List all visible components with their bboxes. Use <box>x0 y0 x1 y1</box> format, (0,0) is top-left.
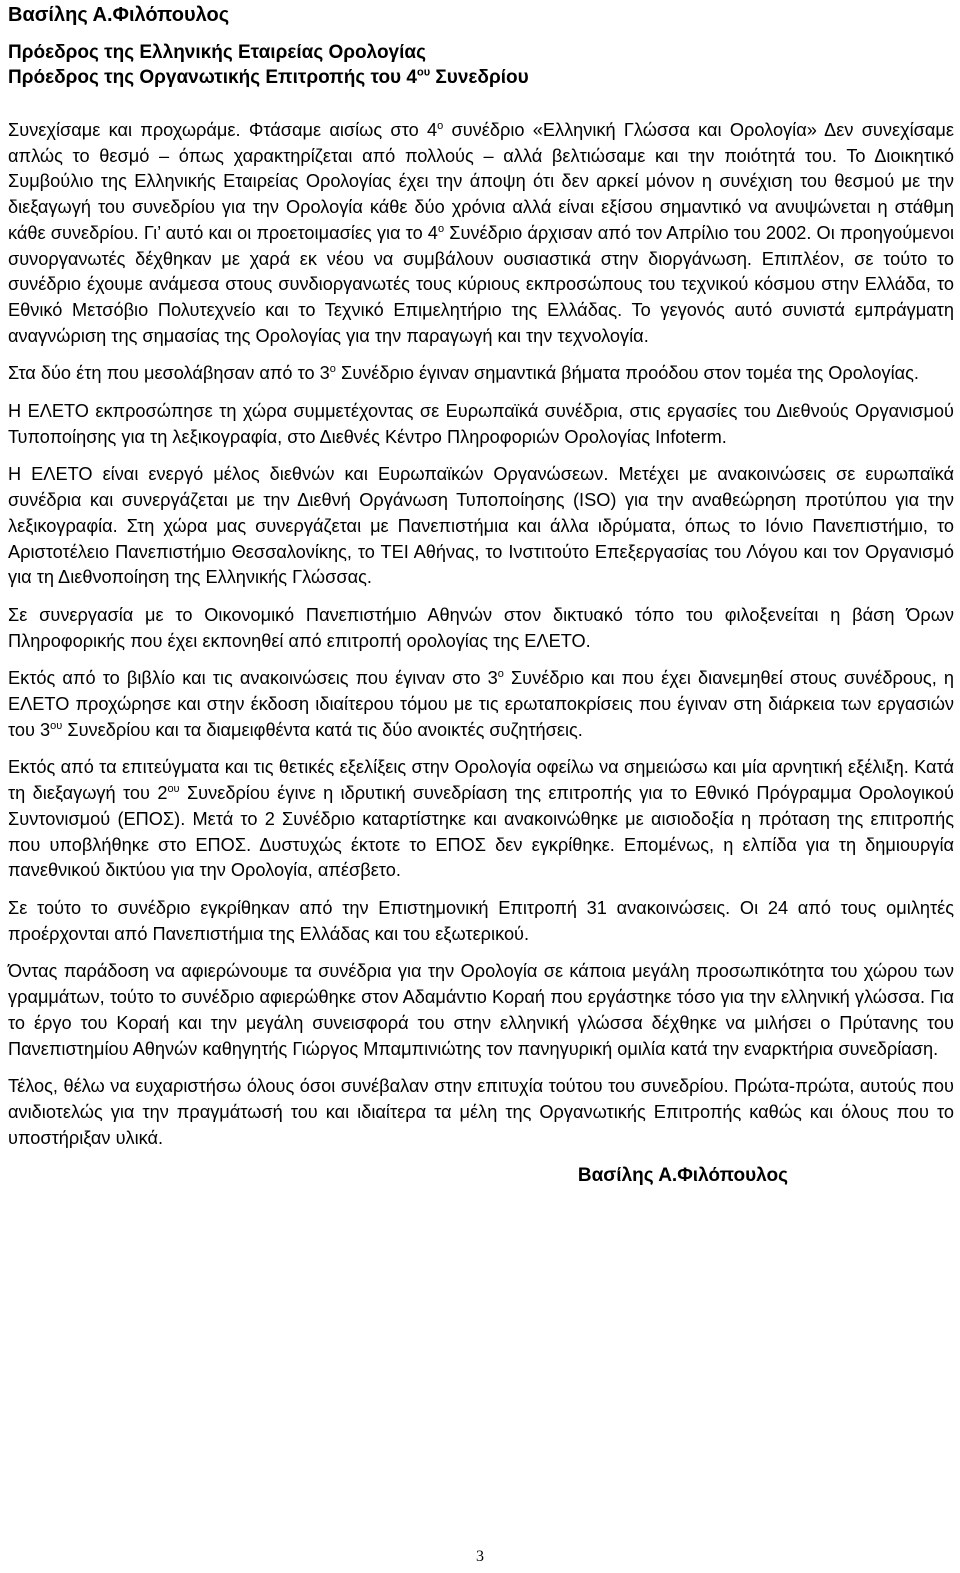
paragraph-6: Εκτός από το βιβλίο και τις ανακοινώσεις που έγιναν στο $3^o$ Συνέδριο και που έχει διανεμηθεί στους συνέδρους, η ΕΛΕΤΟ προχώρησε και στην έκδοση ιδιαίτερου τόμου με τις ερωταποκρίσεις που έγιναν στη διάρκεια των εργασιών του $3^{o\upsilon}$ Συνεδρίου και τα διαμειφθέντα κατά τις δύο ανοικτές συζητήσεις. <box>8 668 954 740</box>
role-line-1: Πρόεδρος της Ελληνικής Εταιρείας Ορολογίας <box>8 42 426 63</box>
document-body <box>8 118 954 1189</box>
paragraph-1: Συνεχίσαμε και προχωράμε. Φτάσαμε αισίως στο $4^o$ συνέδριο «Ελληνική Γλώσσα και Ορολογία» Δεν συνεχίσαμε απλώς το θεσμό – όπως χαρακτηρίζεται από πολλούς – αλλά βελτιώσαμε και την ποιότητά του. Το Διοικητικό Συμβούλιο της Ελληνικής Εταιρείας Ορολογίας έχει την άποψη ότι δεν αρκεί μόνον η συνέχιση του θεσμού με την διεξαγωγή του συνεδρίου για την Ορολογία κάθε δύο χρόνια αλλά είναι εξίσου σημαντικό να ανυψώνεται η στάθμη κάθε συνεδρίου. Γι’ αυτό και οι προετοιμασίες για το $4^o$ Συνέδριο άρχισαν από τον Απρίλιο του 2002. Οι προηγούμενοι συνοργανωτές δέχθηκαν με χαρά εκ νέου να συμβάλουν ουσιαστικά στην διοργάνωση. Επιπλέον, σε τούτο το συνέδριο έχουμε ανάμεσα στους συνδιοργανωτές τους κύριους εκπροσώπους του τεχνικού κόσμου στην Ελλάδα, το Εθνικό Μετσόβιο Πολυτεχνείο και το Τεχνικό Επιμελητήριο της Ελλάδας. Το γεγονός αυτό συνιστά εμπράγματη αναγνώριση της σημασίας της Ορολογίας για την παραγωγή και την τεχνολογία. <box>8 119 954 346</box>
paragraph-3: Η ΕΛΕΤΟ εκπροσώπησε τη χώρα συμμετέχοντας σε Ευρωπαϊκά συνέδρια, στις εργασίες του Διεθνούς Οργανισμού Τυποποίησης για τη λεξικογραφία, στο Διεθνές Κέντρο Πληροφοριών Ορολογίας Infoterm. <box>8 401 954 447</box>
paragraph-8: Σε τούτο το συνέδριο εγκρίθηκαν από την Επιστημονική Επιτροπή 31 ανακοινώσεις. Οι 24 από τους ομιλητές προέρχονται από Πανεπιστήμια της Ελλάδας και του εξωτερικού. <box>8 897 954 944</box>
page-number: 3 <box>476 1548 484 1565</box>
paragraph-7: Εκτός από τα επιτεύγματα και τις θετικές εξελίξεις στην Ορολογία οφείλω να σημειώσω και μία αρνητική εξέλιξη. Κατά τη διεξαγωγή του $2^{o\upsilon}$ Συνεδρίου έγινε η ιδρυτική συνεδρίαση της επιτροπής για το Εθνικό Πρόγραμμα Ορολογικού Συντονισμού (ΕΠΟΣ). Μετά το 2 Συνέδριο καταρτίστηκε και ανακοινώθηκε με αισιοδοξία η πρόταση της επιτροπής που υποβλήθηκε στο ΕΠΟΣ. Δυστυχώς έκτοτε το ΕΠΟΣ δεν εγκρίθηκε. Επομένως, η ελπίδα για τη δημιουργία πανεθνικού δικτύου για την Ορολογία, απέσβετο. <box>8 757 954 881</box>
paragraph-5: Σε συνεργασία με το Οικονομικό Πανεπιστήμιο Αθηνών στον δικτυακό τόπο του φιλοξενείται η βάση Όρων Πληροφορικής που έχει εκπονηθεί από επιτροπή ορολογίας της ΕΛΕΤΟ. <box>8 604 954 651</box>
author-name-heading: Βασίλης Α.Φιλόπουλος <box>8 4 230 26</box>
paragraph-2: Στα δύο έτη που μεσολάβησαν από το $3^o$ Συνέδριο έγιναν σημαντικά βήματα προόδου στον τομέα της Ορολογίας. <box>8 363 919 384</box>
paragraph-4: Η ΕΛΕΤΟ είναι ενεργό μέλος διεθνών και Ευρωπαϊκών Οργανώσεων. Μετέχει με ανακοινώσεις σε ευρωπαϊκά συνέδρια και συνεργάζεται με την Διεθνή Οργάνωση Τυποποίησης (ISO) για την αναθεώρηση προτύπου για την λεξικογραφία. Στη χώρα μας συνεργάζεται με Πανεπιστήμια και άλλα ιδρύματα, όπως το Ιόνιο Πανεπιστήμιο, το Αριστοτέλειο Πανεπιστήμιο Θεσσαλονίκης, το ΤΕΙ Αθήνας, το Ινστιτούτο Επεξεργασίας του Λόγου και τον Οργανισμό για τη Διεθνοποίηση της Ελληνικής Γλώσσας. <box>8 464 954 588</box>
paragraph-10: Τέλος, θέλω να ευχαριστήσω όλους όσοι συνέβαλαν στην επιτυχία τούτου του συνεδρίου. Πρώτα-πρώτα, αυτούς που ανιδιοτελώς για την πραγμάτωσή του και ιδιαίτερα τα μέλη της Οργανωτικής Επιτροπής καθώς και όλους που το υποστήριξαν υλικά. <box>8 1076 954 1148</box>
paragraph-9: Όντας παράδοση να αφιερώνουμε τα συνέδρια για την Ορολογία σε κάποια μεγάλη προσωπικότητα του χώρου των γραμμάτων, τούτο το συνέδριο αφιερώθηκε στον Αδαμάντιο Κοραή που εργάστηκε τόσο για την ελληνική γλώσσα. Για το έργο του Κοραή και την μεγάλη συνεισφορά του στην ελληνική γλώσσα δέχθηκε να μιλήσει ο Πρύτανης του Πανεπιστημίου Αθηνών καθηγητής Γιώργος Μπαμπινιώτης τον πανηγυρική ομιλία κατά την εναρκτήρια συνεδρίαση. <box>8 961 954 1059</box>
signature: Βασίλης Α.Φιλόπουλος <box>577 1165 788 1187</box>
document-page <box>8 0 954 1189</box>
role-line-2: Πρόεδρος της Οργανωτικής Επιτροπής του $4^{o\upsilon}$ Συνεδρίου <box>8 66 529 88</box>
author-roles <box>8 40 954 90</box>
